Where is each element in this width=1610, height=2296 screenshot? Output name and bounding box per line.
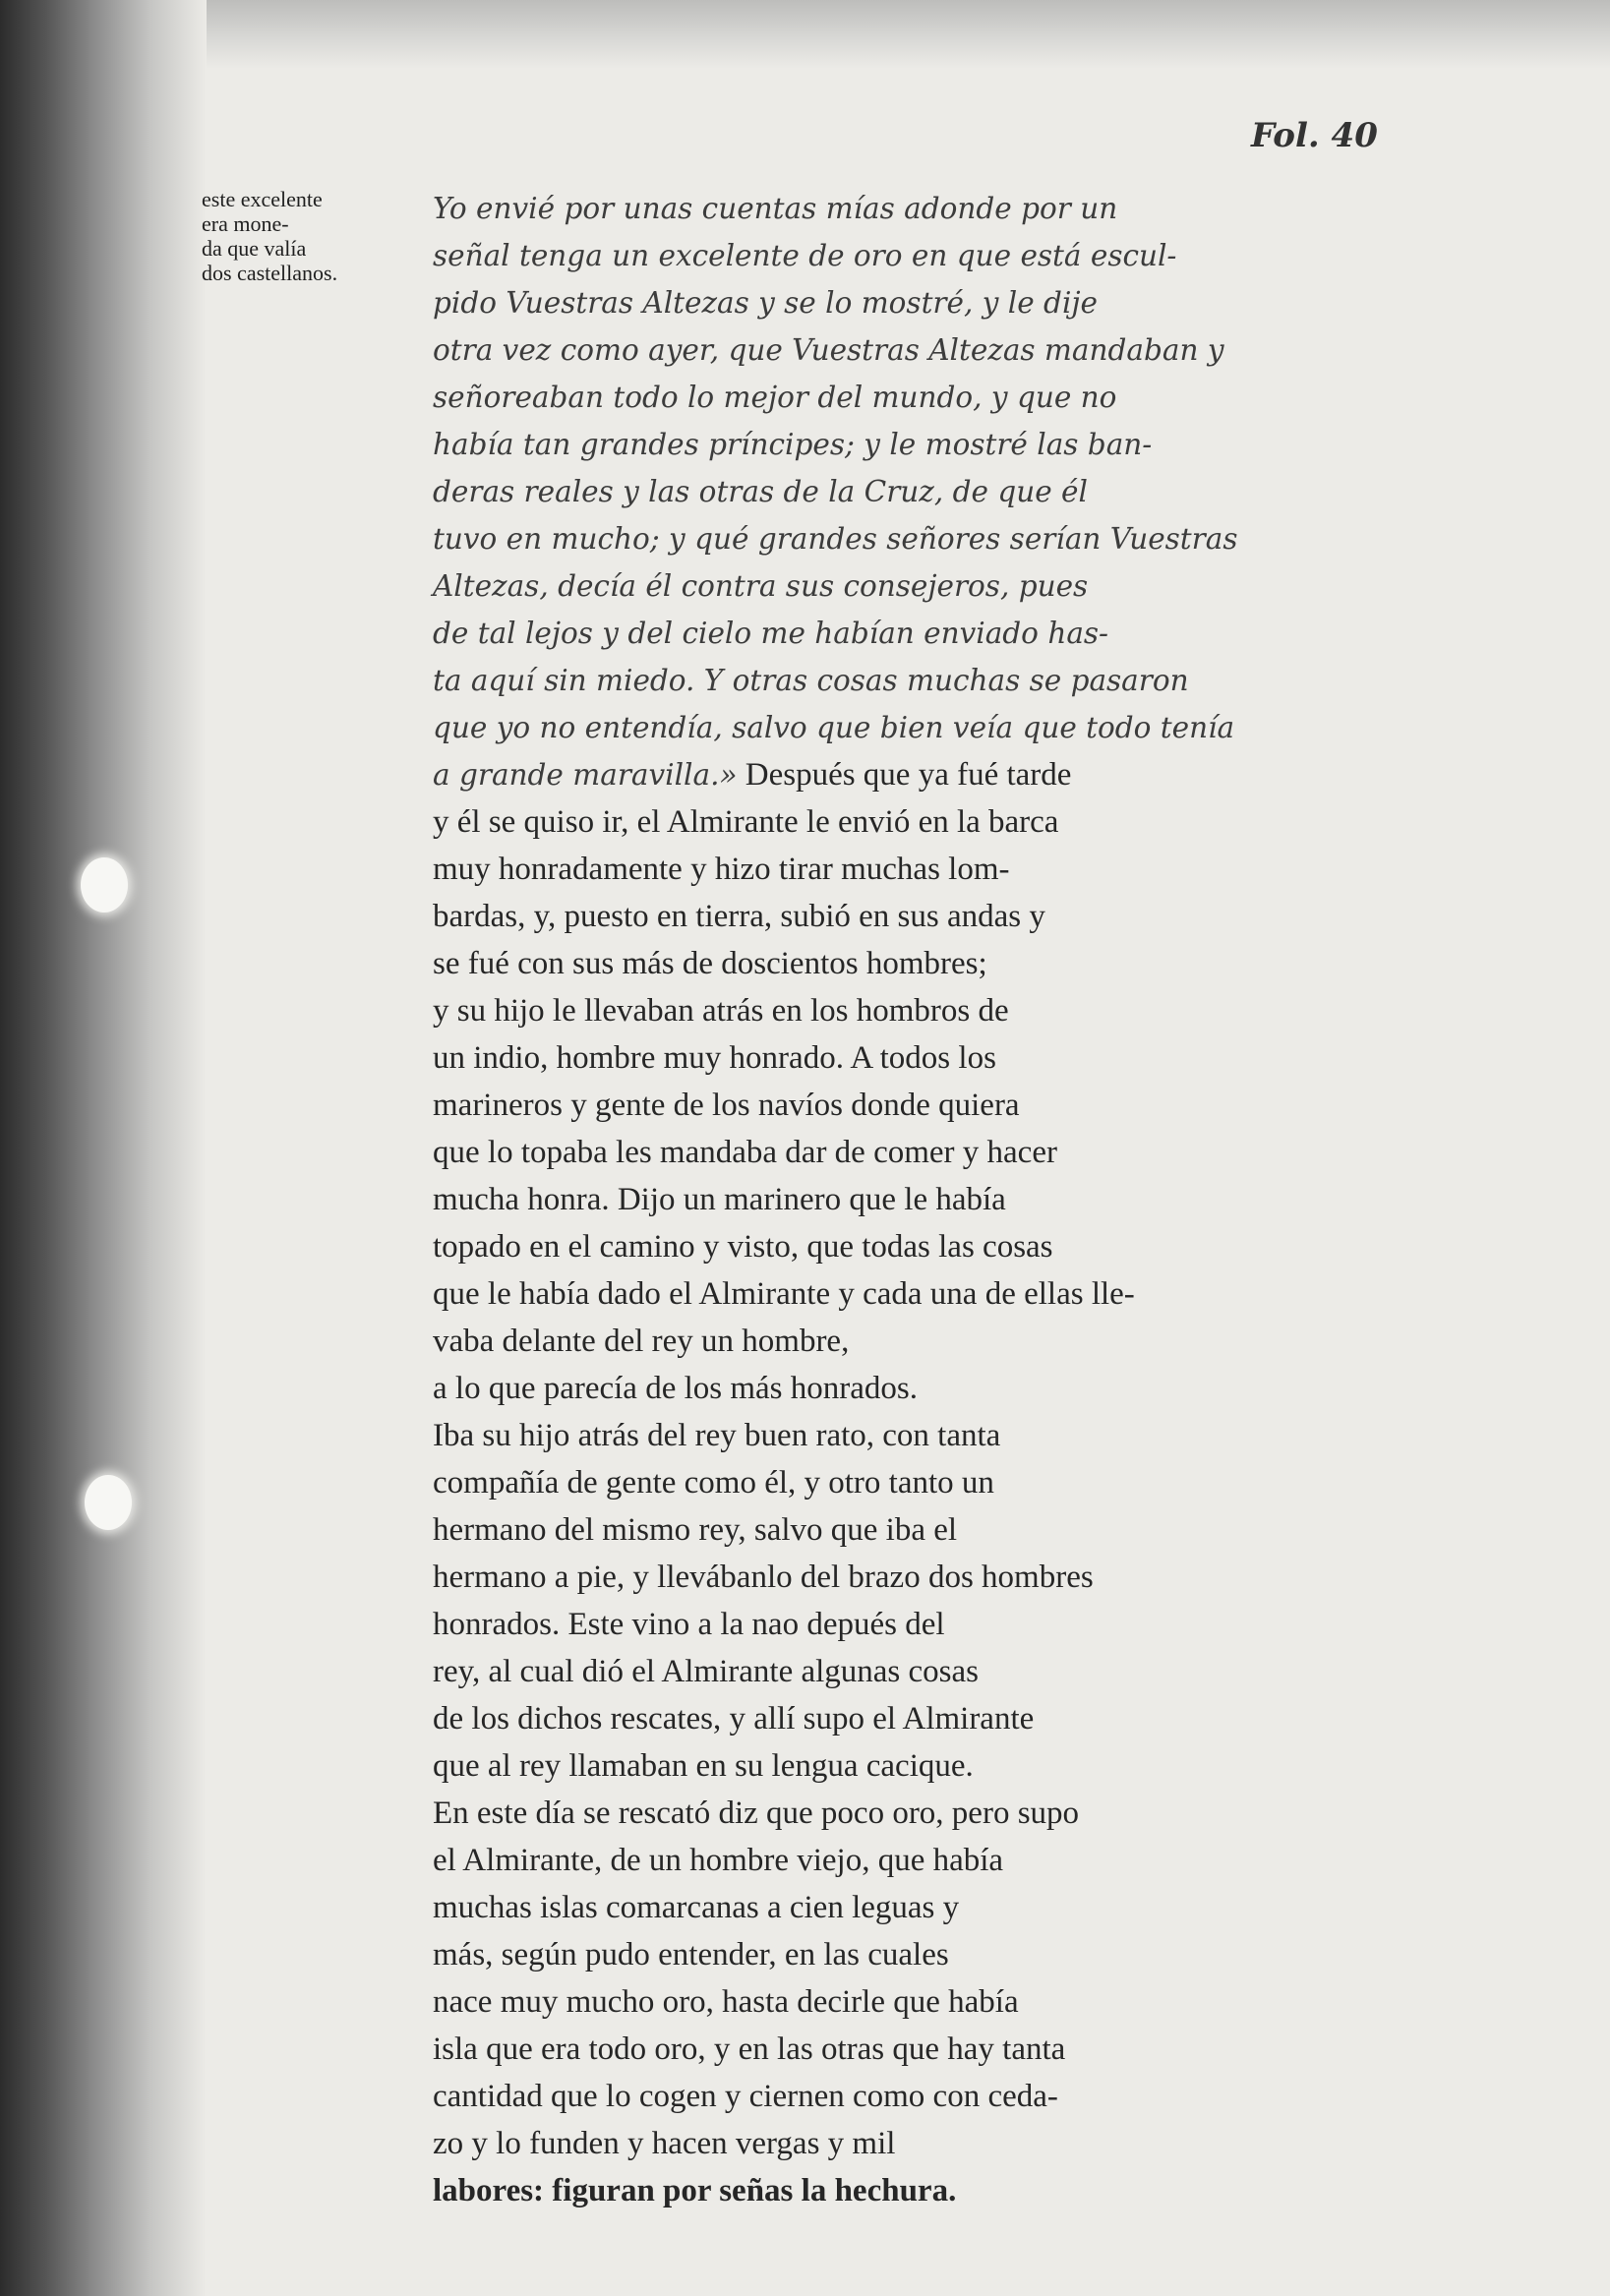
text-line: que al rey llamaban en su lengua cacique. [433, 1748, 974, 1784]
text-line: y su hijo le llevaban atrás en los hombros de [433, 993, 1009, 1029]
margin-note-line: dos castellanos. [202, 261, 338, 285]
text-line: de los dichos rescates, y allí supo el Almirante [433, 1701, 1035, 1737]
text-line: el Almirante, de un hombre viejo, que había [433, 1843, 1004, 1878]
text-line: había tan grandes príncipes; y le mostré las ban- [433, 428, 1153, 461]
text-line: marineros y gente de los navíos donde quiera [433, 1088, 1020, 1123]
margin-note [202, 187, 398, 285]
text-line: tuvo en mucho; y qué grandes señores serían Vuestras [433, 522, 1238, 556]
text-line: topado en el camino y visto, que todas las cosas [433, 1229, 1053, 1265]
text-line: honrados. Este vino a la nao depués del [433, 1607, 945, 1642]
text-line: compañía de gente como él, y otro tanto un [433, 1465, 994, 1501]
main-text [433, 185, 1564, 2214]
folio-number: Fol. 40 [1251, 116, 1378, 155]
top-scan-shadow [0, 0, 1610, 69]
text-line: a lo que parecía de los más honrados. [433, 1371, 919, 1406]
text-line: Iba su hijo atrás del rey buen rato, con tanta [433, 1418, 1001, 1453]
text-line: deras reales y las otras de la Cruz, de que él [433, 475, 1088, 508]
margin-note-line: da que valía [202, 236, 307, 261]
text-line: bardas, y, puesto en tierra, subió en sus andas y [433, 899, 1045, 934]
text-line: más, según pudo entender, en las cuales [433, 1937, 949, 1972]
punch-hole [81, 857, 128, 913]
text-line-mixed [433, 751, 1564, 798]
text-line: que yo no entendía, salvo que bien veía que todo tenía [433, 711, 1235, 744]
text-line: nace muy mucho oro, hasta decirle que había [433, 1984, 1019, 2020]
text-line: muy honradamente y hizo tirar muchas lom- [433, 852, 1010, 887]
quote-end-italic: a grande maravilla.» [433, 758, 738, 792]
text-line: y él se quiso ir, el Almirante le envió en la barca [433, 804, 1059, 840]
text-line: ta aquí sin miedo. Y otras cosas muchas se pasaron [433, 664, 1189, 697]
text-line: señal tenga un excelente de oro en que está escul- [433, 239, 1177, 272]
text-line: mucha honra. Dijo un marinero que le había [433, 1182, 1006, 1217]
text-line: otra vez como ayer, que Vuestras Altezas mandaban y [433, 333, 1224, 367]
text-line: que lo topaba les mandaba dar de comer y hacer [433, 1135, 1057, 1170]
text-line: muchas islas comarcanas a cien leguas y [433, 1890, 960, 1925]
text-line: de tal lejos y del cielo me habían enviado has- [433, 617, 1109, 650]
text-line: pido Vuestras Altezas y se lo mostré, y le dije [433, 286, 1098, 320]
margin-note-line: este excelente [202, 187, 323, 211]
punch-hole [85, 1475, 132, 1530]
text-line: un indio, hombre muy honrado. A todos los [433, 1040, 996, 1076]
text-line: hermano del mismo rey, salvo que iba el [433, 1512, 958, 1548]
text-line: rey, al cual dió el Almirante algunas cosas [433, 1654, 980, 1689]
text-line: que le había dado el Almirante y cada una de ellas lle- [433, 1276, 1135, 1312]
left-scan-shadow [0, 0, 207, 2296]
text-line: isla que era todo oro, y en las otras que hay tanta [433, 2031, 1066, 2067]
text-line: Yo envié por unas cuentas mías adonde por un [433, 192, 1118, 225]
text-line-last: labores: figuran por señas la hechura. [433, 2173, 957, 2208]
text-line: señoreaban todo lo mejor del mundo, y que no [433, 381, 1117, 414]
text-line: cantidad que lo cogen y ciernen como con ceda- [433, 2079, 1058, 2114]
text-line: En este día se rescató diz que poco oro, pero supo [433, 1796, 1080, 1831]
text-line: vaba delante del rey un hombre, [433, 1324, 850, 1359]
text-line: se fué con sus más de doscientos hombres; [433, 946, 987, 981]
text-line: zo y lo funden y hacen vergas y mil [433, 2126, 896, 2161]
narration-start: Después que ya fué tarde [737, 757, 1072, 793]
margin-note-line: era mone- [202, 211, 289, 236]
text-line: hermano a pie, y llevábanlo del brazo dos hombres [433, 1560, 1094, 1595]
text-line: Altezas, decía él contra sus consejeros, pues [433, 569, 1089, 603]
